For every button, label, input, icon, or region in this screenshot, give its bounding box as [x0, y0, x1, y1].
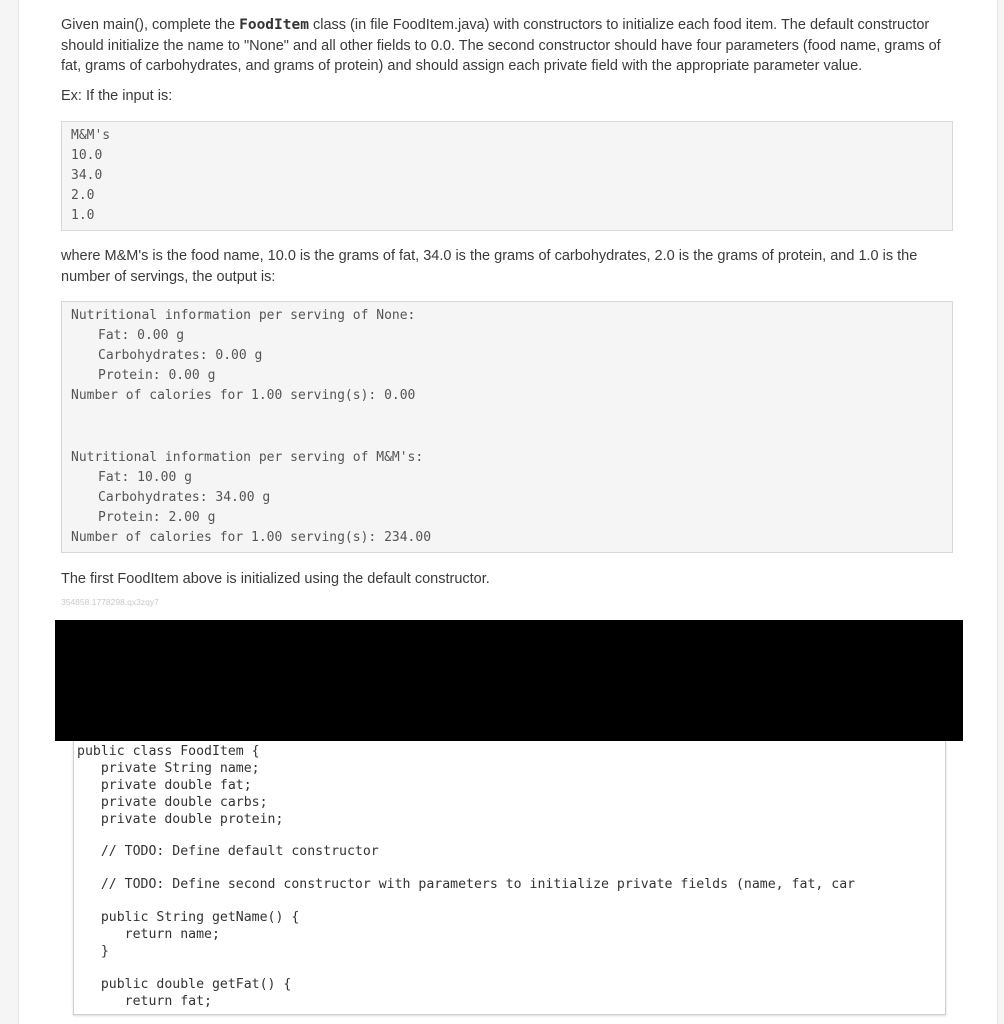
- example-label: Ex: If the input is:: [61, 88, 173, 104]
- code-line: public double getFat() {: [77, 977, 292, 992]
- where-paragraph: where M&M's is the food name, 10.0 is the grams of fat, 34.0 is the grams of carbohydrates, 2.0 is the grams of protein, and 1.0 is the number of servings, the output is:: [61, 248, 918, 285]
- class-name-code: FoodItem: [239, 17, 309, 33]
- instructions-paragraph: [61, 15, 946, 77]
- code-line: public class FoodItem {: [77, 744, 260, 759]
- code-line: private double protein;: [77, 812, 284, 827]
- instructions-text-1: Given main(), complete the: [61, 17, 240, 33]
- input-line: 2.0: [71, 188, 95, 203]
- code-comment-line: // TODO: Define default constructor: [77, 844, 379, 859]
- output-fat: Fat: 10.00 g: [98, 470, 192, 485]
- code-line: return fat;: [77, 994, 212, 1009]
- input-example-box: [61, 121, 953, 231]
- output-calories: Number of calories for 1.00 serving(s): 0.00: [71, 388, 416, 403]
- output-protein: Protein: 2.00 g: [98, 510, 216, 525]
- input-line: 34.0: [71, 168, 103, 183]
- content-page: [18, 0, 998, 1024]
- input-line: 1.0: [71, 208, 95, 223]
- code-line: public String getName() {: [77, 910, 300, 925]
- redacted-region: [55, 620, 963, 741]
- output-header: Nutritional information per serving of None:: [71, 308, 416, 323]
- output-carbs: Carbohydrates: 0.00 g: [98, 348, 263, 363]
- lab-id-label: 354858.1778298.qx3zqy7: [61, 597, 159, 607]
- code-line: private double fat;: [77, 778, 252, 793]
- code-line: return name;: [77, 927, 220, 942]
- code-line: }: [77, 944, 109, 959]
- code-comment-line: // TODO: Define second constructor with parameters to initialize private fields (name, fat, car: [77, 877, 856, 892]
- output-protein: Protein: 0.00 g: [98, 368, 216, 383]
- code-line: private String name;: [77, 761, 260, 776]
- output-example-box: [61, 301, 953, 553]
- output-carbs: Carbohydrates: 34.00 g: [98, 490, 271, 505]
- output-fat: Fat: 0.00 g: [98, 328, 185, 343]
- instructions-text-2: class (in file FoodItem.java) with constructors to initialize each food item. The default constructor should initialize the name to "None" and all other fields to 0.0. The second constructor should have four parameters (food name, grams of fat, grams of carbohydrates, and grams of protein) and should assign each private field with the appropriate parameter value.: [61, 17, 941, 74]
- code-line: private double carbs;: [77, 795, 268, 810]
- note-paragraph: The first FoodItem above is initialized using the default constructor.: [61, 571, 490, 587]
- output-header: Nutritional information per serving of M&M's:: [71, 450, 424, 465]
- input-line: M&M's: [71, 128, 111, 143]
- output-calories: Number of calories for 1.00 serving(s): 234.00: [71, 530, 432, 545]
- code-editor[interactable]: [73, 741, 946, 1015]
- input-line: 10.0: [71, 148, 103, 163]
